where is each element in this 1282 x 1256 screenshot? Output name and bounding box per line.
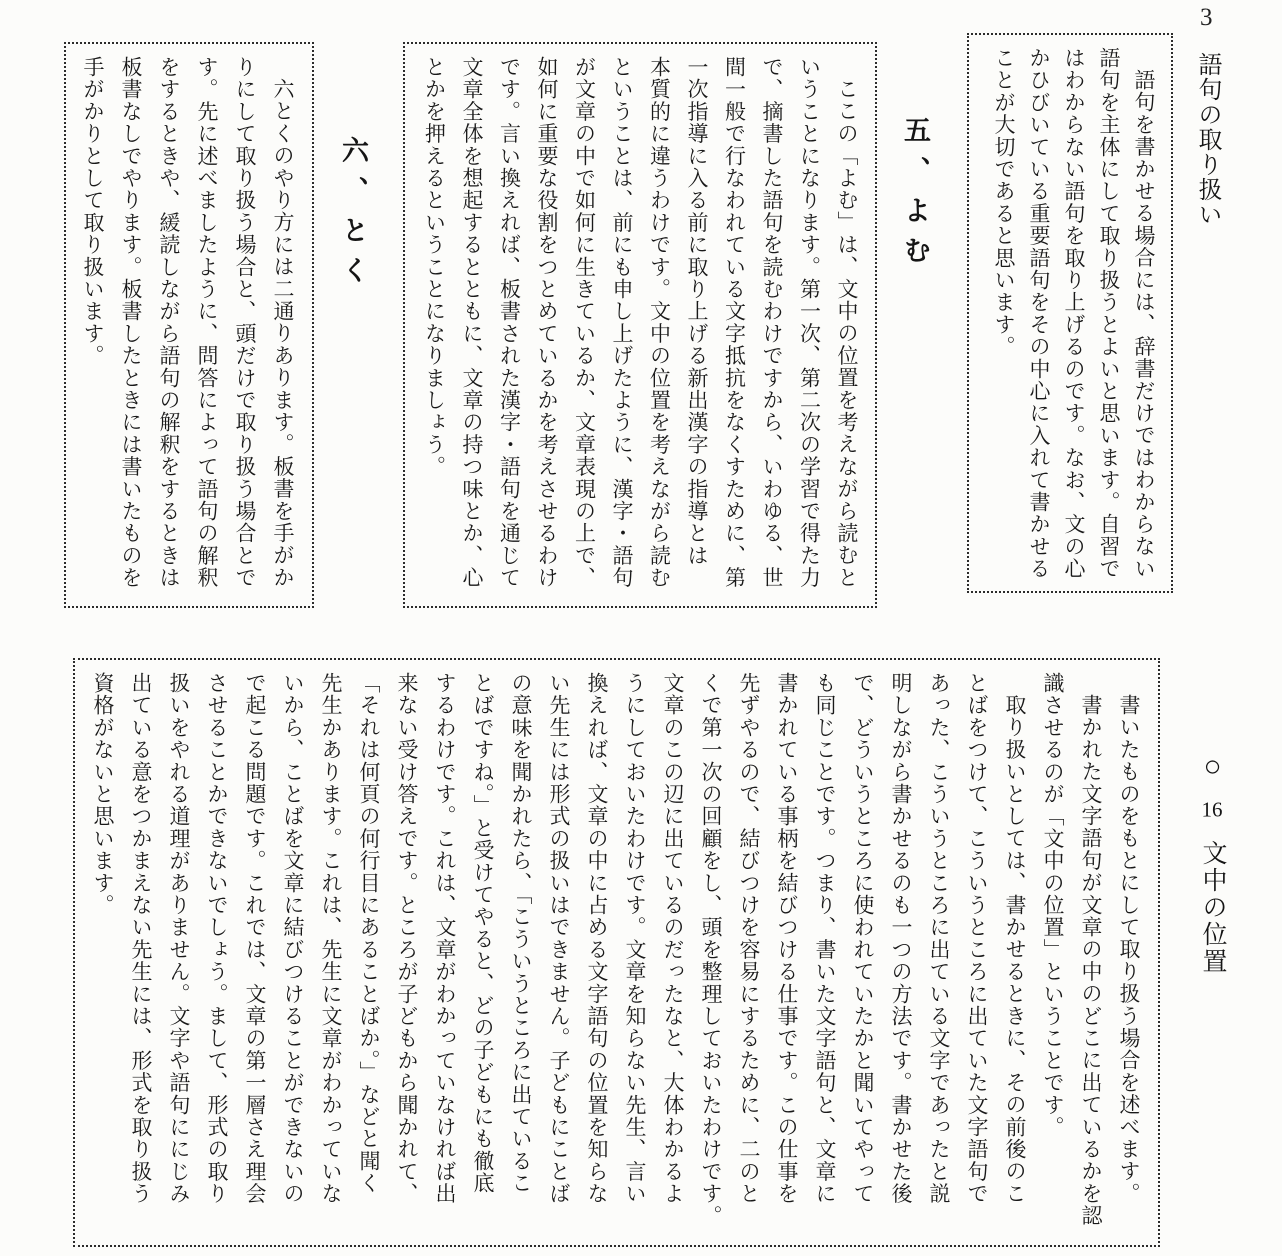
text-column: 如何に重要な役割をつとめているかを考えさせるわけ: [535, 56, 559, 589]
text-column: 間一般で行なわれている文字抵抗をなくすために、第: [722, 56, 747, 589]
text-column: 六とくのやり方には二通りあります。板書を手がか: [271, 78, 295, 589]
text-column: す。先に述べましたように、問答によって語句の解釈: [195, 56, 219, 589]
text-column: 書かれた文字語句が文章の中のどこに出ているかを認: [1079, 694, 1103, 1227]
text-column: 文章のこの辺に出ているのだったなと、大体わかるよ: [661, 672, 685, 1205]
text-column: をするときや、緩読しながら語句の解釈をするときは: [157, 56, 181, 589]
note-box-yomu: [403, 42, 877, 608]
text-column: が文章の中で如何に生きているか、文章表現の上で、: [572, 56, 597, 589]
text-column: 板書なしでやります。板書したときには書いたものを: [119, 56, 143, 589]
text-column: 識させるのが「文中の位置」ということです。: [1041, 672, 1065, 1139]
text-column: くで第一次の回顧をし、頭を整理しておいたわけです。: [699, 672, 723, 1227]
text-column: ということは、前にも申し上げたように、漢字・語句: [610, 56, 634, 589]
text-column: とかを押えるということになりましょう。: [422, 56, 447, 478]
text-column: です。言い換えれば、板書された漢字・語句を通じて: [497, 56, 522, 589]
text-column: りにして取り扱う場合と、頭だけで取り扱う場合とで: [233, 56, 257, 589]
text-column: 明しながら書かせるのも一つの方法です。書かせた後: [889, 672, 913, 1205]
section-heading-yomu: 五、よむ: [900, 116, 930, 276]
note-box-bunchu-no-ichi: [73, 658, 1160, 1247]
text-column: 扱いをやれる道理がありません。文字や語句ににじみ: [167, 672, 191, 1205]
text-column: ことが大切であると思います。: [992, 47, 1016, 358]
text-column: 語句を主体にして取り扱うとよいと思います。自習で: [1097, 47, 1121, 580]
note-box-toku: [64, 42, 314, 608]
text-column: うにしておいたわけです。文章を知らない先生、言い: [623, 672, 647, 1205]
corner-running-header: 語句の取り扱い: [1194, 52, 1220, 227]
text-column: させることかできないでしょう。まして、形式の取り: [205, 672, 229, 1205]
text-column: ここの「よむ」は、文中の位置を考えながら読むと: [835, 78, 859, 589]
text-column: 書いたものをもとにして取り扱う場合を述べます。: [1117, 694, 1141, 1205]
text-column: 文章全体を想起するとともに、文章の持つ味とか、心: [460, 56, 484, 589]
text-column: 出ている意をつかまえない先生には、形式を取り扱う: [129, 672, 153, 1205]
text-column: で、どういうところに使われていたかと聞いてやって: [851, 672, 875, 1205]
text-column: とばをつけて、こういうところに出ていた文字語句で: [965, 672, 989, 1205]
text-column: 先生かあります。これは、先生に文章がわかっていな: [319, 672, 343, 1205]
text-column: い先生には形式の扱いはできません。子どもにことば: [547, 672, 571, 1205]
circle-marker-icon: ○: [1196, 750, 1229, 783]
text-column: 先ずやるので、結びつけを容易にするために、二のと: [737, 672, 761, 1205]
section-number: 16: [1201, 799, 1223, 820]
section-heading-toku: 六、とく: [338, 136, 368, 296]
page-number: 3: [1200, 4, 1213, 31]
text-column: するわけです。これは、文章がわかっていなければ出: [433, 672, 457, 1205]
text-column: で起こる問題です。これでは、文章の第一層さえ理会: [243, 672, 267, 1205]
text-column: 「それは何頁の何行目にあることばか。」などと聞く: [357, 672, 381, 1195]
text-column: 手がかりとして取り扱います。: [81, 56, 105, 367]
section-header-16: [1194, 750, 1230, 975]
text-column: 本質的に違うわけです。文中の位置を考えながら読む: [647, 56, 672, 589]
text-column: 語句を書かせる場合には、辞書だけではわからない: [1132, 69, 1156, 580]
text-column: いうことになります。第一次、第二次の学習で得た力: [797, 56, 822, 589]
text-column: かひびいている重要語句をその中心に入れて書かせる: [1027, 47, 1051, 580]
text-column: 取り扱いとしては、書かせるときに、その前後のこ: [1003, 694, 1027, 1205]
text-column: 資格がないと思います。: [91, 672, 115, 917]
text-column: で、摘書した語句を読むわけですから、いわゆる、世: [760, 56, 784, 589]
text-column: いから、ことばを文章に結びつけることができないの: [281, 672, 305, 1205]
section-title: 文中の位置: [1199, 840, 1226, 975]
text-column: とばですね。」と受けてやると、どの子どもにも徹底: [471, 672, 495, 1195]
text-column: 書かれている事柄を結びつける仕事です。この仕事を: [775, 672, 799, 1205]
text-column: はわからない語句を取り上げるのです。なお、文の心: [1062, 47, 1086, 580]
note-box-goku-handling: [967, 33, 1173, 593]
text-column: 一次指導に入る前に取り上げる新出漢字の指導とは: [685, 56, 709, 567]
text-column: 来ない受け答えです。ところが子どもから聞かれて、: [395, 672, 419, 1205]
text-column: も同じことです。つまり、書いた文字語句と、文章に: [813, 672, 837, 1205]
text-column: の意味を聞かれたら、「こういうところに出ているこ: [509, 672, 533, 1195]
text-column: 換えれば、文章の中に占める文字語句の位置を知らな: [585, 672, 609, 1205]
text-column: あった、こういうところに出ている文字であったと説: [927, 672, 951, 1205]
